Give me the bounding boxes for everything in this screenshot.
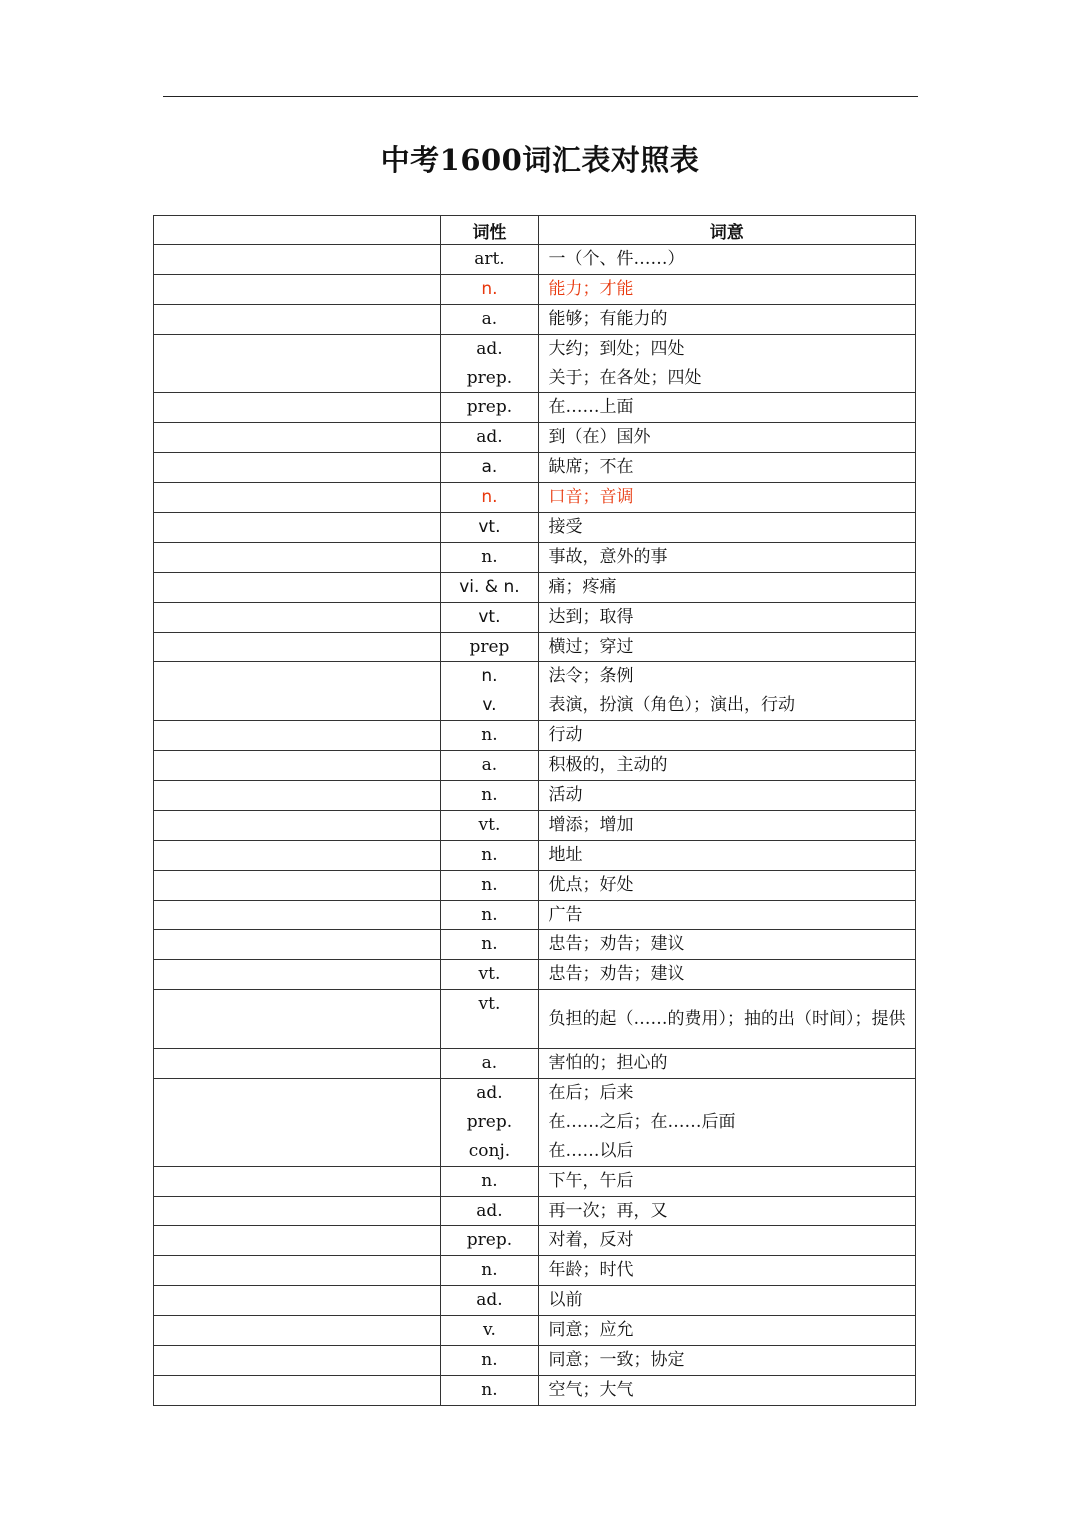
table-row xyxy=(154,810,916,840)
meaning-cell xyxy=(538,870,916,900)
pos-cell xyxy=(441,1226,538,1256)
table-row xyxy=(154,1256,916,1286)
pos-cell xyxy=(441,840,538,870)
meaning-text: 积极的，主动的 xyxy=(548,755,668,776)
pos-text: n. xyxy=(481,1349,498,1370)
pos-text: v. xyxy=(482,695,497,716)
word-cell xyxy=(154,1286,441,1316)
table-body xyxy=(154,245,916,1406)
word-cell xyxy=(154,453,441,483)
pos-cell xyxy=(441,393,538,423)
pos-cell xyxy=(441,1345,538,1375)
pos-cell xyxy=(441,572,538,602)
pos-cell xyxy=(441,1049,538,1079)
word-cell xyxy=(154,245,441,275)
word-cell xyxy=(154,721,441,751)
word-cell xyxy=(154,542,441,572)
meaning-text: 缺席；不在 xyxy=(548,457,634,478)
pos-text: n. xyxy=(481,785,498,806)
meaning-text: 广告 xyxy=(548,904,583,925)
pos-text: ad. xyxy=(476,427,503,448)
pos-cell xyxy=(441,930,538,960)
pos-cell xyxy=(441,274,538,304)
meaning-cell xyxy=(538,1375,916,1405)
word-cell xyxy=(154,990,441,1049)
pos-text: vt. xyxy=(478,994,501,1015)
meaning-text: 法令；条例 xyxy=(548,666,634,687)
vocabulary-table xyxy=(153,215,916,1406)
pos-text: a. xyxy=(481,755,498,776)
pos-text: vt. xyxy=(478,964,501,985)
pos-cell xyxy=(441,602,538,632)
table-row xyxy=(154,245,916,275)
pos-cell xyxy=(441,1078,538,1166)
table-row xyxy=(154,1345,916,1375)
word-cell xyxy=(154,960,441,990)
pos-text xyxy=(441,1019,537,1048)
pos-text: prep. xyxy=(466,367,513,388)
meaning-cell xyxy=(538,1316,916,1346)
table-row xyxy=(154,1226,916,1256)
word-cell xyxy=(154,602,441,632)
meaning-cell xyxy=(538,1226,916,1256)
table-row xyxy=(154,1286,916,1316)
meaning-text: 一（个、件……） xyxy=(548,249,685,269)
table-row xyxy=(154,274,916,304)
pos-text: prep. xyxy=(466,397,513,418)
word-cell xyxy=(154,334,441,393)
word-cell xyxy=(154,304,441,334)
meaning-text: 达到；取得 xyxy=(548,606,634,627)
meaning-cell xyxy=(538,274,916,304)
table-row xyxy=(154,990,916,1049)
meaning-cell xyxy=(538,810,916,840)
table-row xyxy=(154,1316,916,1346)
table-row xyxy=(154,393,916,423)
pos-text: ad. xyxy=(476,1290,503,1311)
word-cell xyxy=(154,840,441,870)
table-row xyxy=(154,423,916,453)
word-cell xyxy=(154,1316,441,1346)
pos-cell xyxy=(441,1166,538,1196)
table-row xyxy=(154,1166,916,1196)
word-cell xyxy=(154,662,441,721)
word-cell xyxy=(154,1078,441,1166)
meaning-text: 增添；增加 xyxy=(548,814,634,835)
pos-text: vi. & n. xyxy=(459,576,520,597)
word-cell xyxy=(154,781,441,811)
meaning-cell xyxy=(538,304,916,334)
table-row xyxy=(154,542,916,572)
meaning-text: 地址 xyxy=(548,844,583,865)
meaning-cell xyxy=(538,1166,916,1196)
meaning-cell xyxy=(538,1345,916,1375)
meaning-text: 痛；疼痛 xyxy=(548,576,617,597)
meaning-text: 在后；后来 xyxy=(548,1082,634,1103)
word-cell xyxy=(154,423,441,453)
pos-cell xyxy=(441,990,538,1049)
meaning-cell xyxy=(538,900,916,930)
table-row xyxy=(154,572,916,602)
word-cell xyxy=(154,1375,441,1405)
pos-text: v. xyxy=(482,1320,496,1341)
meaning-text: 大约；到处；四处 xyxy=(548,338,685,359)
pos-text: n. xyxy=(481,904,498,925)
pos-text: n. xyxy=(481,487,498,508)
pos-cell xyxy=(441,334,538,393)
meaning-text: 在……上面 xyxy=(548,397,634,418)
word-cell xyxy=(154,1226,441,1256)
meaning-text: 忠告；劝告；建议 xyxy=(548,964,685,985)
pos-text: n. xyxy=(481,666,498,687)
meaning-cell xyxy=(538,542,916,572)
header-word xyxy=(154,216,441,245)
pos-text: n. xyxy=(481,725,498,746)
pos-text: n. xyxy=(481,874,498,895)
word-cell xyxy=(154,1345,441,1375)
meaning-cell xyxy=(538,751,916,781)
pos-text: ad. xyxy=(476,1082,503,1103)
pos-cell xyxy=(441,632,538,662)
meaning-cell xyxy=(538,840,916,870)
meaning-text: 忠告；劝告；建议 xyxy=(548,934,685,955)
pos-cell xyxy=(441,423,538,453)
table-row xyxy=(154,960,916,990)
pos-text: n. xyxy=(481,934,498,955)
meaning-cell xyxy=(538,513,916,543)
meaning-text: 能力；才能 xyxy=(548,278,634,299)
word-cell xyxy=(154,572,441,602)
word-cell xyxy=(154,483,441,513)
table-row xyxy=(154,930,916,960)
pos-text: n. xyxy=(481,278,498,299)
meaning-text: 同意；一致；协定 xyxy=(548,1349,685,1370)
word-cell xyxy=(154,274,441,304)
meaning-cell xyxy=(538,1256,916,1286)
table-row xyxy=(154,602,916,632)
meaning-text: 负担的起（……的费用）；抽的出（时间）；提供 xyxy=(548,1008,906,1029)
meaning-text: 关于；在各处；四处 xyxy=(548,367,702,388)
word-cell xyxy=(154,900,441,930)
pos-text: ad. xyxy=(476,1200,503,1221)
table-row xyxy=(154,632,916,662)
page-title: 中考1600词汇表对照表 xyxy=(380,143,700,177)
word-cell xyxy=(154,632,441,662)
meaning-text: 以前 xyxy=(548,1290,583,1311)
table-row xyxy=(154,304,916,334)
pos-cell xyxy=(441,751,538,781)
meaning-cell xyxy=(538,1049,916,1079)
meaning-cell xyxy=(538,930,916,960)
pos-cell xyxy=(441,1316,538,1346)
meaning-cell xyxy=(538,1078,916,1166)
table-row xyxy=(154,840,916,870)
word-cell xyxy=(154,393,441,423)
meaning-cell xyxy=(538,602,916,632)
table-row xyxy=(154,870,916,900)
meaning-text: 到（在）国外 xyxy=(548,427,651,448)
meaning-cell xyxy=(538,483,916,513)
pos-text: n. xyxy=(481,546,498,567)
pos-cell xyxy=(441,662,538,721)
pos-text: art. xyxy=(474,249,505,269)
meaning-text: 活动 xyxy=(548,785,583,806)
word-cell xyxy=(154,1196,441,1226)
pos-text: prep xyxy=(469,636,510,657)
meaning-cell xyxy=(538,662,916,721)
word-cell xyxy=(154,1166,441,1196)
header-meaning: 词意 xyxy=(538,216,916,245)
pos-text: vt. xyxy=(478,814,501,835)
word-cell xyxy=(154,751,441,781)
meaning-cell xyxy=(538,960,916,990)
table-row xyxy=(154,662,916,721)
meaning-text: 口音；音调 xyxy=(548,487,634,508)
meaning-cell xyxy=(538,423,916,453)
meaning-text: 再一次；再，又 xyxy=(548,1200,668,1221)
pos-text: a. xyxy=(481,457,498,478)
table-row xyxy=(154,751,916,781)
pos-text: n. xyxy=(481,844,498,865)
pos-text: a. xyxy=(481,1053,498,1074)
meaning-cell xyxy=(538,632,916,662)
pos-cell xyxy=(441,453,538,483)
meaning-text: 事故，意外的事 xyxy=(548,546,668,567)
table-row xyxy=(154,334,916,393)
meaning-text: 同意；应允 xyxy=(548,1320,634,1341)
pos-text: a. xyxy=(481,308,498,329)
pos-cell xyxy=(441,1256,538,1286)
pos-text: vt. xyxy=(478,517,501,538)
pos-cell xyxy=(441,513,538,543)
header-rule xyxy=(163,96,918,97)
meaning-cell xyxy=(538,572,916,602)
meaning-cell xyxy=(538,1286,916,1316)
table-header-row xyxy=(154,216,916,245)
table-row xyxy=(154,483,916,513)
pos-text: ad. xyxy=(476,338,503,359)
meaning-text: 能够；有能力的 xyxy=(548,308,668,329)
meaning-text: 表演，扮演（角色）；演出，行动 xyxy=(548,695,795,716)
meaning-cell xyxy=(538,393,916,423)
meaning-text: 年龄；时代 xyxy=(548,1260,634,1281)
meaning-cell xyxy=(538,1196,916,1226)
pos-cell xyxy=(441,1375,538,1405)
table-row xyxy=(154,1049,916,1079)
meaning-text: 对着，反对 xyxy=(548,1230,634,1251)
pos-cell xyxy=(441,542,538,572)
meaning-text: 行动 xyxy=(548,725,583,746)
pos-cell xyxy=(441,870,538,900)
pos-cell xyxy=(441,245,538,275)
meaning-cell xyxy=(538,721,916,751)
meaning-cell xyxy=(538,781,916,811)
pos-cell xyxy=(441,1286,538,1316)
pos-text: vt. xyxy=(478,606,501,627)
pos-text: n. xyxy=(481,1170,498,1191)
table-row xyxy=(154,1078,916,1166)
table-row xyxy=(154,900,916,930)
table-row xyxy=(154,721,916,751)
meaning-text: 空气；大气 xyxy=(548,1379,634,1400)
header-pos: 词性 xyxy=(441,216,538,245)
meaning-text: 在……之后；在……后面 xyxy=(548,1111,736,1132)
pos-text: prep. xyxy=(466,1111,513,1132)
pos-text: conj. xyxy=(468,1140,511,1161)
pos-text: prep. xyxy=(466,1230,513,1251)
table-row xyxy=(154,781,916,811)
word-cell xyxy=(154,870,441,900)
pos-cell xyxy=(441,900,538,930)
meaning-text: 下午，午后 xyxy=(548,1170,634,1191)
meaning-cell xyxy=(538,245,916,275)
word-cell xyxy=(154,930,441,960)
pos-cell xyxy=(441,1196,538,1226)
pos-cell xyxy=(441,960,538,990)
meaning-text: 接受 xyxy=(548,517,583,538)
meaning-text: 横过；穿过 xyxy=(548,636,634,657)
meaning-text: 害怕的；担心的 xyxy=(548,1053,668,1074)
meaning-text: 在……以后 xyxy=(548,1140,634,1161)
pos-text: n. xyxy=(481,1379,498,1400)
word-cell xyxy=(154,1256,441,1286)
table-row xyxy=(154,453,916,483)
table-row xyxy=(154,1375,916,1405)
meaning-text: 优点；好处 xyxy=(548,874,634,895)
pos-cell xyxy=(441,483,538,513)
pos-text: n. xyxy=(481,1260,498,1281)
pos-cell xyxy=(441,304,538,334)
meaning-cell xyxy=(538,334,916,393)
meaning-cell xyxy=(538,453,916,483)
pos-cell xyxy=(441,810,538,840)
meaning-cell xyxy=(538,990,916,1049)
pos-cell xyxy=(441,721,538,751)
table-row xyxy=(154,513,916,543)
pos-cell xyxy=(441,781,538,811)
word-cell xyxy=(154,810,441,840)
word-cell xyxy=(154,513,441,543)
word-cell xyxy=(154,1049,441,1079)
table-row xyxy=(154,1196,916,1226)
